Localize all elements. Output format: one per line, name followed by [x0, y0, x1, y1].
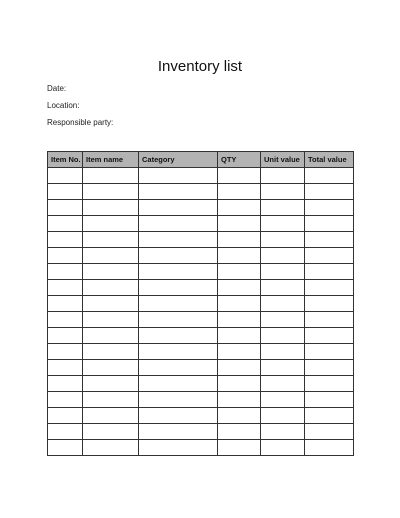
table-cell[interactable] [305, 424, 354, 440]
table-cell[interactable] [261, 248, 305, 264]
table-cell[interactable] [218, 248, 261, 264]
header-item-no: Item No. [48, 152, 83, 168]
table-cell[interactable] [218, 408, 261, 424]
table-cell[interactable] [48, 360, 83, 376]
table-cell[interactable] [83, 232, 139, 248]
table-row [48, 312, 354, 328]
table-cell[interactable] [83, 200, 139, 216]
table-cell[interactable] [305, 440, 354, 456]
table-cell[interactable] [218, 296, 261, 312]
table-cell[interactable] [305, 296, 354, 312]
table-cell[interactable] [139, 200, 218, 216]
table-cell[interactable] [139, 440, 218, 456]
table-cell[interactable] [83, 392, 139, 408]
table-cell[interactable] [48, 168, 83, 184]
table-cell[interactable] [305, 168, 354, 184]
table-cell[interactable] [305, 200, 354, 216]
table-cell[interactable] [83, 408, 139, 424]
table-cell[interactable] [218, 280, 261, 296]
table-cell[interactable] [48, 296, 83, 312]
header-item-name: Item name [83, 152, 139, 168]
table-cell[interactable] [48, 312, 83, 328]
table-cell[interactable] [83, 360, 139, 376]
table-cell[interactable] [305, 264, 354, 280]
table-cell[interactable] [48, 184, 83, 200]
table-cell[interactable] [218, 264, 261, 280]
table-cell[interactable] [261, 168, 305, 184]
table-cell[interactable] [48, 440, 83, 456]
table-cell[interactable] [305, 184, 354, 200]
table-cell[interactable] [48, 232, 83, 248]
table-row [48, 200, 354, 216]
table-row [48, 264, 354, 280]
page-title: Inventory list [157, 58, 243, 75]
table-cell[interactable] [218, 344, 261, 360]
table-cell[interactable] [139, 392, 218, 408]
table-row [48, 280, 354, 296]
table-cell[interactable] [139, 424, 218, 440]
table-cell[interactable] [305, 360, 354, 376]
table-cell[interactable] [83, 184, 139, 200]
table-cell[interactable] [48, 280, 83, 296]
table-cell[interactable] [48, 424, 83, 440]
table-cell[interactable] [261, 440, 305, 456]
table-cell[interactable] [305, 232, 354, 248]
table-cell[interactable] [218, 200, 261, 216]
table-row [48, 424, 354, 440]
table-cell[interactable] [83, 264, 139, 280]
table-row [48, 184, 354, 200]
table-cell[interactable] [218, 184, 261, 200]
table-cell[interactable] [48, 328, 83, 344]
responsible-party-label: Responsible party: [47, 118, 114, 127]
table-cell[interactable] [261, 328, 305, 344]
table-cell[interactable] [305, 408, 354, 424]
header-total-value: Total value [305, 152, 354, 168]
table-row [48, 216, 354, 232]
table-cell[interactable] [139, 248, 218, 264]
table-cell[interactable] [139, 360, 218, 376]
table-cell[interactable] [261, 280, 305, 296]
table-cell[interactable] [218, 216, 261, 232]
table-row [48, 440, 354, 456]
table-cell[interactable] [261, 216, 305, 232]
table-cell[interactable] [218, 392, 261, 408]
table-cell[interactable] [139, 264, 218, 280]
table-cell[interactable] [139, 312, 218, 328]
table-header-row [48, 152, 354, 168]
table-cell[interactable] [48, 344, 83, 360]
table-cell[interactable] [139, 328, 218, 344]
table-cell[interactable] [48, 408, 83, 424]
table-cell[interactable] [305, 280, 354, 296]
table-cell[interactable] [305, 376, 354, 392]
table-cell[interactable] [139, 408, 218, 424]
table-row [48, 376, 354, 392]
table-cell[interactable] [261, 360, 305, 376]
table-cell[interactable] [48, 392, 83, 408]
table-cell[interactable] [261, 424, 305, 440]
header-category: Category [139, 152, 218, 168]
table-row [48, 328, 354, 344]
table-cell[interactable] [305, 216, 354, 232]
table-cell[interactable] [83, 376, 139, 392]
table-cell[interactable] [305, 392, 354, 408]
table-cell[interactable] [139, 216, 218, 232]
inventory-table [47, 151, 354, 456]
table-cell[interactable] [83, 280, 139, 296]
table-row [48, 408, 354, 424]
table-cell[interactable] [83, 440, 139, 456]
table-cell[interactable] [261, 312, 305, 328]
table-cell[interactable] [261, 376, 305, 392]
table-row [48, 168, 354, 184]
table-cell[interactable] [139, 296, 218, 312]
table-row [48, 248, 354, 264]
table-cell[interactable] [48, 216, 83, 232]
location-label: Location: [47, 101, 80, 110]
table-cell[interactable] [305, 248, 354, 264]
table-cell[interactable] [218, 376, 261, 392]
table-cell[interactable] [83, 216, 139, 232]
table-cell[interactable] [261, 264, 305, 280]
table-row [48, 360, 354, 376]
table-cell[interactable] [48, 200, 83, 216]
table-cell[interactable] [218, 440, 261, 456]
table-cell[interactable] [83, 328, 139, 344]
table-cell[interactable] [261, 344, 305, 360]
table-cell[interactable] [139, 184, 218, 200]
table-row [48, 296, 354, 312]
date-label: Date: [47, 84, 67, 93]
header-unit-value: Unit value [261, 152, 305, 168]
table-cell[interactable] [261, 296, 305, 312]
table-cell[interactable] [218, 168, 261, 184]
table-cell[interactable] [305, 344, 354, 360]
table-cell[interactable] [139, 376, 218, 392]
table-row [48, 392, 354, 408]
table-cell[interactable] [261, 392, 305, 408]
header-qty: QTY [218, 152, 261, 168]
table-cell[interactable] [83, 168, 139, 184]
table-cell[interactable] [83, 344, 139, 360]
table-cell[interactable] [83, 296, 139, 312]
table-cell[interactable] [218, 328, 261, 344]
table-cell[interactable] [218, 424, 261, 440]
table-cell[interactable] [139, 280, 218, 296]
table-cell[interactable] [261, 184, 305, 200]
table-row [48, 232, 354, 248]
table-cell[interactable] [48, 248, 83, 264]
table-cell[interactable] [261, 232, 305, 248]
table-cell[interactable] [139, 344, 218, 360]
table-body [48, 168, 354, 456]
table-cell[interactable] [139, 168, 218, 184]
table-cell[interactable] [83, 248, 139, 264]
table-cell[interactable] [218, 312, 261, 328]
table-cell[interactable] [218, 360, 261, 376]
table-cell[interactable] [305, 328, 354, 344]
table-cell[interactable] [48, 264, 83, 280]
table-cell[interactable] [139, 232, 218, 248]
table-cell[interactable] [261, 200, 305, 216]
table-cell[interactable] [48, 376, 83, 392]
table-cell[interactable] [83, 312, 139, 328]
table-row [48, 344, 354, 360]
table-cell[interactable] [218, 232, 261, 248]
table-cell[interactable] [83, 424, 139, 440]
table-cell[interactable] [261, 408, 305, 424]
table-cell[interactable] [305, 312, 354, 328]
